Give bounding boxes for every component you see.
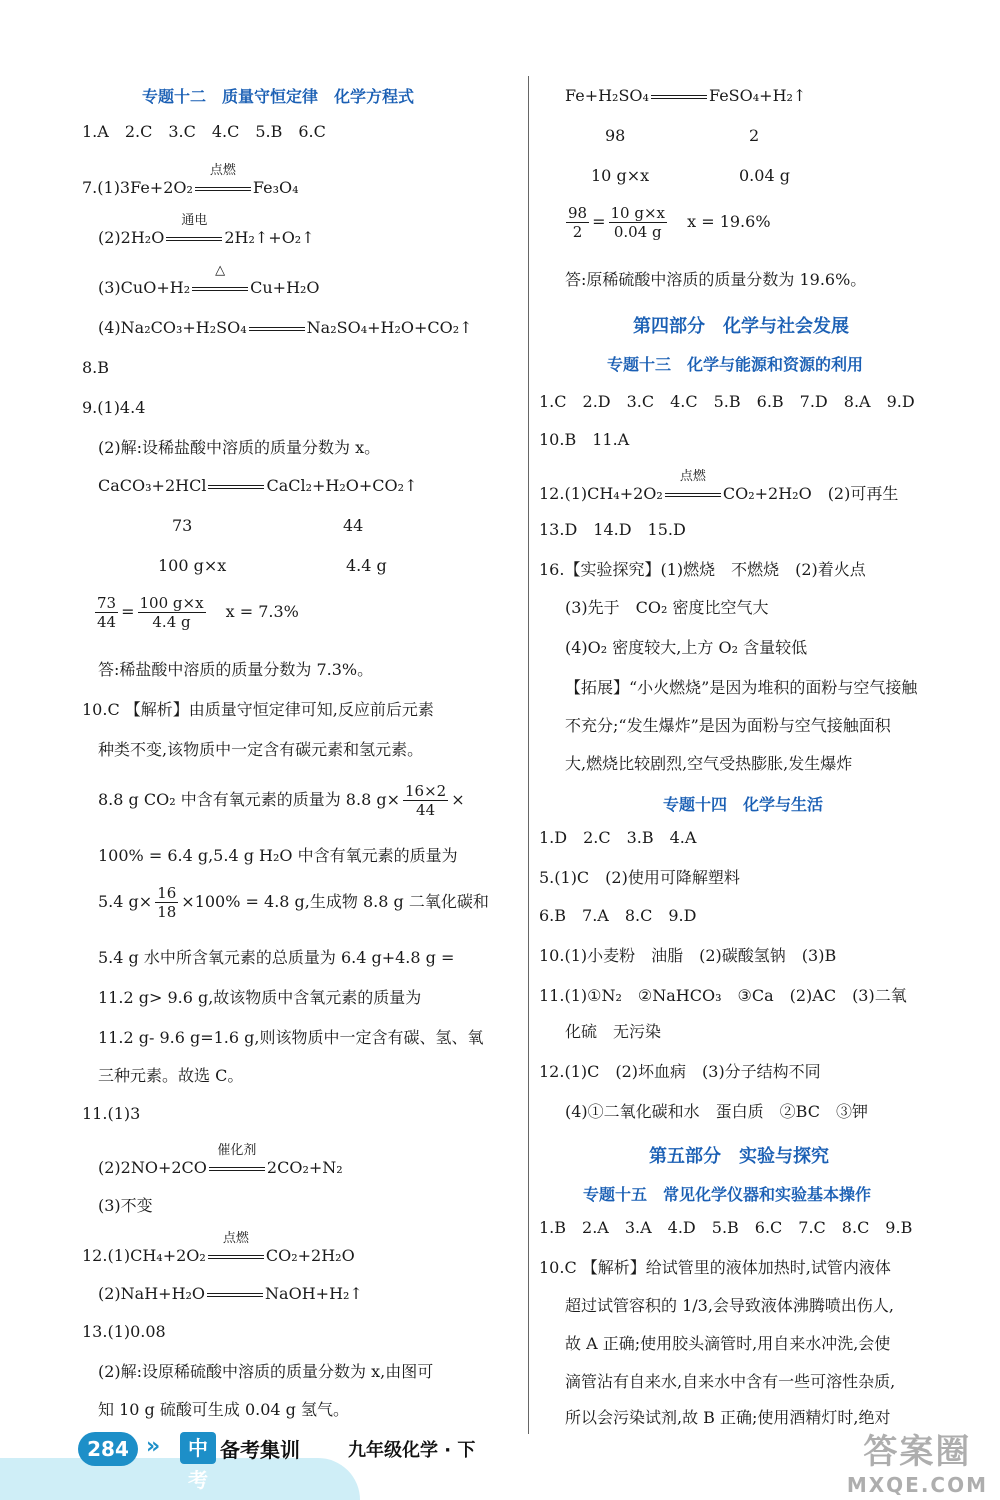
analysis-line: 所以会污染试剂,故 B 正确;使用酒精灯时,绝对 (565, 1408, 891, 1427)
brand-logo: 中考 (180, 1432, 216, 1464)
answer-line: 5.(1)C (2)使用可降解塑料 (539, 868, 740, 887)
analysis-line: 8.8 g CO₂ 中含有氧元素的质量为 8.8 g× $\frac{16\times 2}{44}$ × (98, 782, 465, 819)
footer-wave-decoration (0, 1458, 360, 1500)
answer-line: 12.(1)C (2)坏血病 (3)分子结构不同 (539, 1062, 821, 1081)
analysis-line: 5.4 g 水中所含氧元素的总质量为 6.4 g+4.8 g = (98, 948, 455, 967)
calc-value: 73 (172, 516, 193, 535)
answer-line: 6.B 7.A 8.C 9.D (539, 906, 697, 925)
calc-value: 10 g×x (591, 166, 650, 185)
calc-value: 44 (343, 516, 364, 535)
calc-value: 4.4 g (346, 556, 387, 575)
analysis-line: 5.4 g× $\frac{16}{18}$ ×100% = 4.8 g,生成物 8.8 g 二氧化碳和 (98, 884, 489, 921)
analysis-line: 滴管沾有自来水,自来水中含有一些可溶性杂质, (565, 1372, 896, 1391)
answer-line: 13.D 14.D 15.D (539, 520, 686, 539)
equation-line: (2)2NO+2CO 催化剂 2CO₂+N₂ (98, 1143, 343, 1177)
analysis-line: 故 A 正确;使用胶头滴管时,用自来水冲洗,会使 (565, 1334, 891, 1353)
analysis-line: 10.C 【解析】由质量守恒定律可知,反应前后元素 (82, 700, 434, 719)
answer-line: 答:稀盐酸中溶质的质量分数为 7.3%。 (98, 660, 374, 679)
answer-line: 16.【实验探究】(1)燃烧 不燃烧 (2)着火点 (539, 560, 866, 579)
section-heading-12: 专题十二 质量守恒定律 化学方程式 (142, 87, 415, 106)
answer-line: (3)不变 (98, 1196, 153, 1215)
answer-line: 答:原稀硫酸中溶质的质量分数为 19.6%。 (565, 270, 867, 289)
answer-line: 8.B (82, 358, 110, 377)
answer-line: 1.A 2.C 3.C 4.C 5.B 6.C (82, 122, 326, 141)
calc-value: 100 g×x (158, 556, 227, 575)
answer-line: 知 10 g 硫酸可生成 0.04 g 氢气。 (98, 1400, 349, 1419)
brand-name: 备考集训 (220, 1438, 300, 1462)
chevron-right-icon: » (146, 1434, 161, 1459)
equation-line: 12.(1)CH₄+2O₂ 点燃 CO₂+2H₂O (2)可再生 (539, 469, 899, 503)
analysis-line: 超过试管容积的 1/3,会导致液体沸腾喷出伤人, (565, 1296, 895, 1315)
equation-line: 7.(1)3Fe+2O₂ 点燃 Fe₃O₄ (82, 163, 299, 197)
part-heading-5: 第五部分 实验与探究 (649, 1146, 829, 1167)
part-heading-4: 第四部分 化学与社会发展 (633, 316, 849, 337)
answer-line: 9.(1)4.4 (82, 398, 146, 417)
answer-line: 11.(1)3 (82, 1104, 141, 1123)
answer-line: 不充分;“发生爆炸”是因为面粉与空气接触面积 (565, 716, 891, 735)
equation-line: (4)Na₂CO₃+H₂SO₄ Na₂SO₄+H₂O+CO₂↑ (98, 318, 473, 337)
equation-line: 12.(1)CH₄+2O₂ 点燃 CO₂+2H₂O (82, 1231, 355, 1265)
analysis-line: 100% = 6.4 g,5.4 g H₂O 中含有氧元素的质量为 (98, 846, 458, 865)
answer-line: 1.D 2.C 3.B 4.A (539, 828, 697, 847)
section-heading-13: 专题十三 化学与能源和资源的利用 (607, 355, 864, 374)
proportion-line: $\frac{98}{2}$ = $\frac{10 g\times x}{0.04 g}$ x = 19.6% (568, 204, 771, 241)
page-number: 284 (78, 1432, 138, 1466)
answer-line: 1.B 2.A 3.A 4.D 5.B 6.C 7.C 8.C 9.B (539, 1218, 913, 1237)
analysis-line: 10.C 【解析】给试管里的液体加热时,试管内液体 (539, 1258, 891, 1277)
equation-line: (2)NaH+H₂O NaOH+H₂↑ (98, 1284, 363, 1303)
section-heading-15: 专题十五 常见化学仪器和实验基本操作 (583, 1185, 872, 1204)
answer-line: 10.B 11.A (539, 430, 630, 449)
equation-line: (2)2H₂O 通电 2H₂↑+O₂↑ (98, 213, 315, 247)
answer-line: 大,燃烧比较剧烈,空气受热膨胀,发生爆炸 (565, 754, 853, 773)
answer-line: (3)先于 CO₂ 密度比空气大 (565, 598, 769, 617)
page-footer (0, 1428, 1000, 1500)
calc-value: 98 (605, 126, 626, 145)
equation-line: Fe+H₂SO₄ FeSO₄+H₂↑ (565, 86, 807, 105)
answer-line: (4)O₂ 密度较大,上方 O₂ 含量较低 (565, 638, 808, 657)
answer-line: 化硫 无污染 (565, 1022, 662, 1041)
answer-line: (2)解:设原稀硫酸中溶质的质量分数为 x,由图可 (98, 1362, 434, 1381)
answer-line: 1.C 2.D 3.C 4.C 5.B 6.B 7.D 8.A 9.D (539, 392, 915, 411)
answer-line: 11.(1)①N₂ ②NaHCO₃ ③Ca (2)AC (3)二氧 (539, 986, 907, 1005)
calc-value: 2 (749, 126, 760, 145)
analysis-line: 种类不变,该物质中一定含有碳元素和氢元素。 (98, 740, 424, 759)
watermark: 答案圈 MXQE.COM (846, 1432, 988, 1497)
equation-line: CaCO₃+2HCl CaCl₂+H₂O+CO₂↑ (98, 476, 418, 495)
section-heading-14: 专题十四 化学与生活 (663, 795, 824, 814)
grade-label: 九年级化学 · 下 (348, 1440, 476, 1461)
proportion-line: $\frac{73}{44}$ = $\frac{100 g\times x}{4.4 g}$ x = 7.3% (97, 594, 299, 631)
answer-line: 13.(1)0.08 (82, 1322, 166, 1341)
analysis-line: 11.2 g> 9.6 g,故该物质中含氧元素的质量为 (98, 988, 422, 1007)
equation-line: (3)CuO+H₂ △ Cu+H₂O (98, 263, 320, 297)
answer-line: 【拓展】“小火燃烧”是因为堆积的面粉与空气接触 (565, 678, 918, 697)
analysis-line: 三种元素。故选 C。 (98, 1066, 244, 1085)
answer-line: (4)①二氧化碳和水 蛋白质 ②BC ③钾 (565, 1102, 868, 1121)
column-divider (528, 76, 529, 1434)
answer-line: (2)解:设稀盐酸中溶质的质量分数为 x。 (98, 438, 381, 457)
analysis-line: 11.2 g- 9.6 g=1.6 g,则该物质中一定含有碳、氢、氧 (98, 1028, 484, 1047)
answer-line: 10.(1)小麦粉 油脂 (2)碳酸氢钠 (3)B (539, 946, 837, 965)
calc-value: 0.04 g (739, 166, 790, 185)
